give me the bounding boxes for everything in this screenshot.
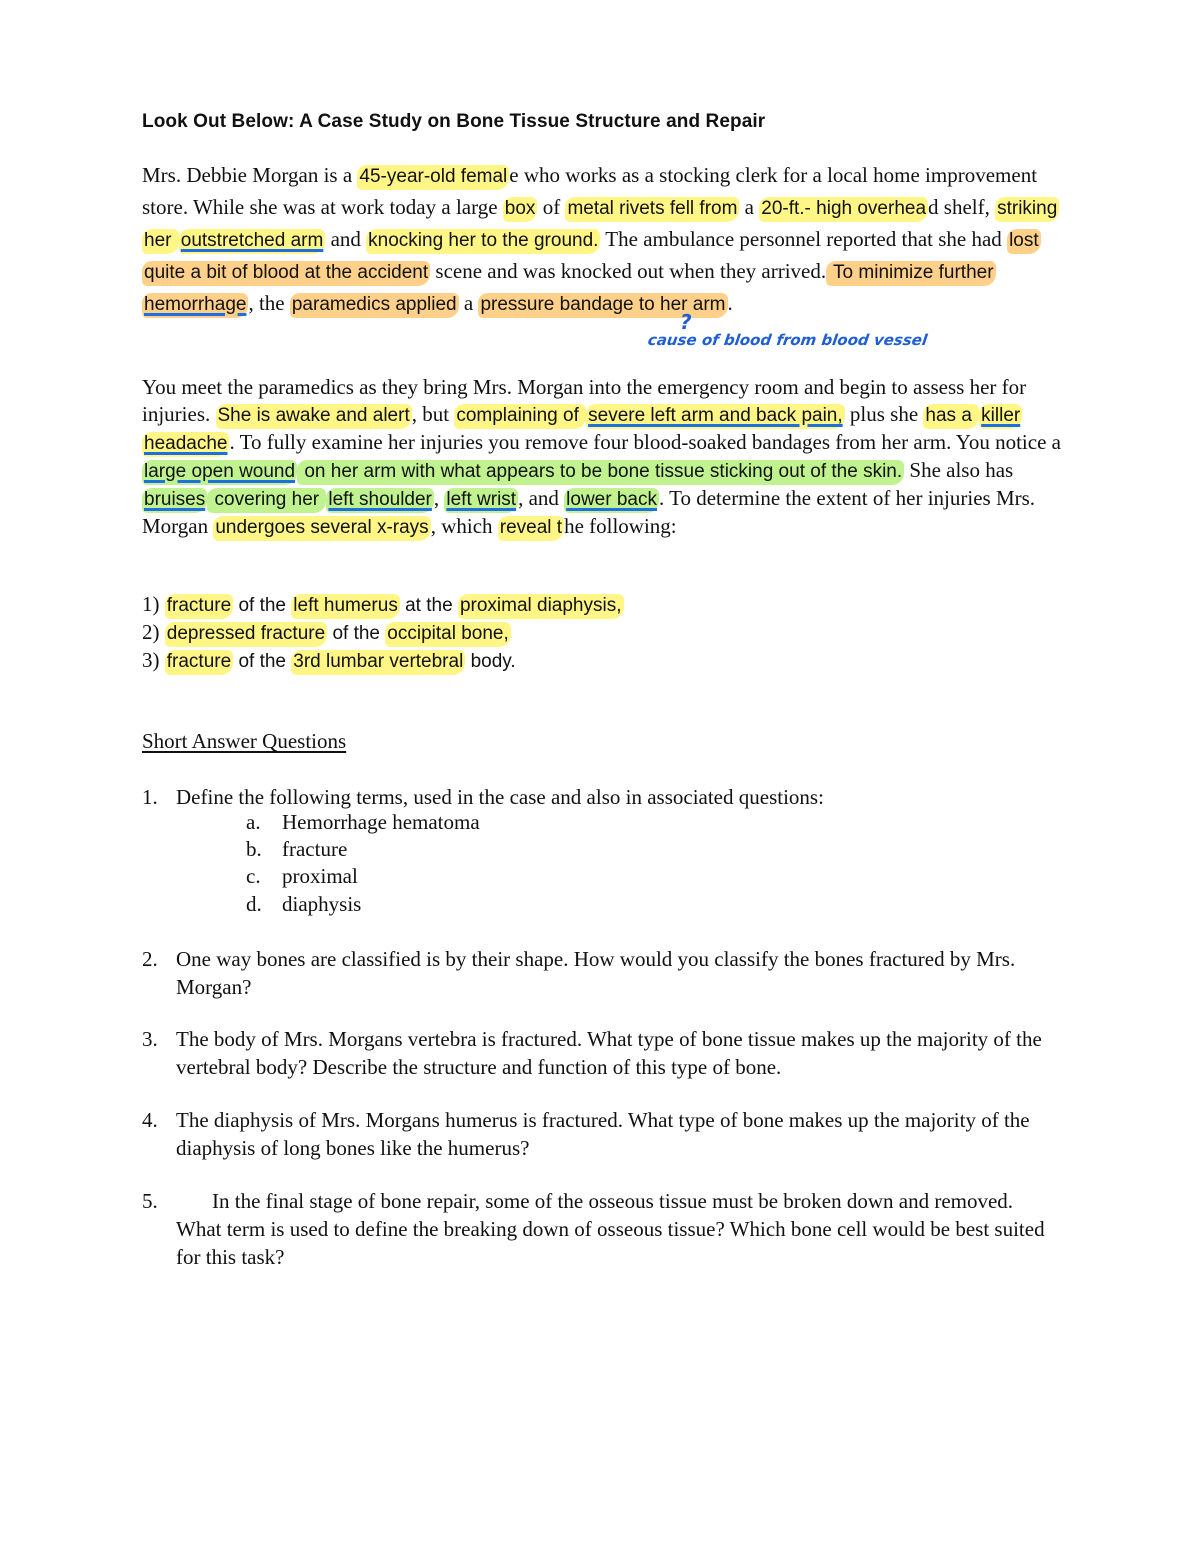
text: . <box>727 291 733 315</box>
question-3 <box>142 1025 1052 1081</box>
question-text: One way bones are classified is by their shape. How would you classify the bones fractured by Mrs. Morgan? <box>176 947 1016 999</box>
text: Mrs. Debbie Morgan is a <box>142 163 358 187</box>
text: body. <box>465 651 516 672</box>
highlight: paramedics applied <box>290 293 459 318</box>
text: plus she <box>844 402 924 426</box>
questions-heading: Short Answer Questions <box>142 729 347 753</box>
highlight: striking her <box>142 197 1059 254</box>
text: at the <box>399 595 458 616</box>
question-4 <box>142 1106 1052 1162</box>
text: of <box>537 195 566 219</box>
term-item <box>246 809 480 836</box>
term-item <box>246 863 358 890</box>
underlined-highlight: lower back <box>564 488 659 513</box>
question-1 <box>142 783 1052 811</box>
underlined-highlight: outstretched arm <box>179 229 326 254</box>
finding-number: 1) <box>142 592 165 616</box>
finding-item <box>142 647 1072 675</box>
underlined-highlight: bruises <box>142 488 207 513</box>
term-item <box>246 836 347 863</box>
question-number: 4. <box>142 1108 158 1132</box>
highlight: covering her <box>207 488 326 513</box>
text: a <box>739 195 760 219</box>
highlight: complaining of <box>454 404 586 429</box>
finding-number: 3) <box>142 648 165 672</box>
highlight: fracture <box>165 650 233 675</box>
document-title: Look Out Below: A Case Study on Bone Tissue Structure and Repair <box>142 111 766 132</box>
text: , but <box>411 402 455 426</box>
text: , the <box>248 291 290 315</box>
highlight: 3rd lumbar vertebral <box>291 650 465 675</box>
highlight: fracture <box>165 594 233 619</box>
question-text: The body of Mrs. Morgans vertebra is fractured. What type of bone tissue makes up the majority of the vertebral body? Describe the structure and function of this type of bone. <box>176 1027 1042 1079</box>
text: a <box>458 291 479 315</box>
highlight: on her arm with what appears to be bone tissue sticking out of the skin. <box>297 460 904 485</box>
handwritten-question-mark: ? <box>680 310 692 334</box>
handwritten-annotation: cause of blood from blood vessel <box>646 331 929 349</box>
text: , <box>433 486 445 510</box>
text: of the <box>233 595 292 616</box>
highlight: undergoes several x-rays <box>213 516 430 541</box>
underlined-highlight: killer headache <box>142 404 1022 457</box>
underlined-highlight: large open wound <box>142 460 297 485</box>
term-letter: a. <box>246 810 261 834</box>
highlight: 45-year-old femal <box>357 165 509 190</box>
highlight: left humerus <box>291 594 400 619</box>
term-text: diaphysis <box>282 892 362 916</box>
finding-number: 2) <box>142 620 165 644</box>
underlined-highlight: left wrist <box>444 488 518 513</box>
text: , which <box>430 514 498 538</box>
highlight: reveal t <box>498 516 564 541</box>
highlight: proximal diaphysis, <box>458 594 624 619</box>
text: d shelf, <box>928 195 996 219</box>
highlight: has a <box>923 404 979 429</box>
underlined-highlight: left shoulder <box>326 488 434 513</box>
highlight: To minimize further <box>826 261 995 286</box>
term-text: fracture <box>282 837 348 861</box>
highlight: lost quite a bit of blood at the accident <box>142 229 1041 286</box>
text: e who works as a stocking clerk for a local home improvement store. While she was at work today a large <box>142 163 1038 219</box>
finding-item <box>142 591 1072 619</box>
highlight: metal rivets fell from <box>565 197 739 222</box>
case-paragraph-1 <box>142 160 1072 320</box>
case-paragraph-2 <box>142 374 1072 541</box>
text: of the <box>327 623 386 644</box>
underlined-highlight: hemorrhage <box>142 293 248 318</box>
text: The ambulance personnel reported that she had <box>600 227 1008 251</box>
text: She also has <box>904 458 1014 482</box>
highlight: depressed fracture <box>165 622 327 647</box>
term-text: Hemorrhage hematoma <box>282 810 480 834</box>
highlight: occipital bone, <box>385 622 510 647</box>
term-text: proximal <box>282 864 358 888</box>
highlight: pressure bandage to her arm <box>478 293 727 318</box>
question-text: The diaphysis of Mrs. Morgans humerus is fractured. What type of bone makes up the majority of the diaphysis of long bones like the humerus? <box>176 1108 1030 1160</box>
text: of the <box>233 651 292 672</box>
question-number: 3. <box>142 1027 158 1051</box>
term-item <box>246 891 361 918</box>
term-letter: b. <box>246 837 262 861</box>
highlight: knocking her to the ground. <box>366 229 600 254</box>
text: . <box>229 430 235 454</box>
question-5 <box>142 1187 1052 1271</box>
term-letter: d. <box>246 892 262 916</box>
text: scene and was knocked out when they arrived. <box>430 259 827 283</box>
text: You meet the paramedics as they bring Mrs. Morgan into the emergency room and begin to assess her for injuries. <box>142 375 1027 426</box>
text: , and <box>518 486 565 510</box>
question-number: 5. <box>142 1189 158 1213</box>
text: To fully examine her injuries you remove four blood-soaked bandages from her arm. You notice a <box>234 430 1061 454</box>
question-number: 2. <box>142 947 158 971</box>
term-letter: c. <box>246 864 261 888</box>
xray-findings-list <box>142 591 1072 675</box>
question-number: 1. <box>142 785 158 809</box>
text: and <box>325 227 367 251</box>
underlined-highlight: severe left arm and back pain, <box>586 404 845 429</box>
text: . To determine the extent of her injuries Mrs. Morgan <box>142 486 1036 538</box>
highlight: box <box>503 197 538 222</box>
question-text: In the final stage of bone repair, some of the osseous tissue must be broken down and removed. What term is used to define the breaking down of osseous tissue? Which bone cell would be best suited for this task? <box>176 1189 1045 1269</box>
highlight: She is awake and alert <box>216 404 412 429</box>
question-text: Define the following terms, used in the case and also in associated questions: <box>176 785 824 809</box>
text: he following: <box>564 514 677 538</box>
highlight: 20-ft.- high overhea <box>759 197 928 222</box>
finding-item <box>142 619 1072 647</box>
question-2 <box>142 945 1052 1001</box>
